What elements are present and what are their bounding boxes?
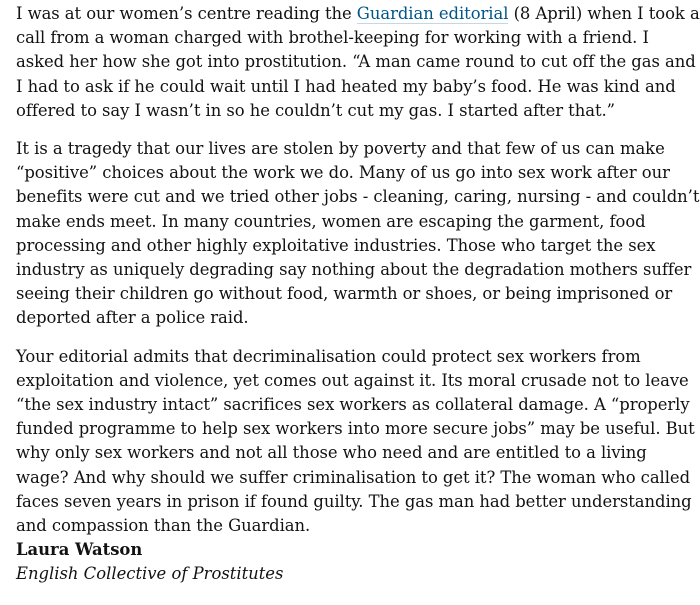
paragraph-3 <box>16 345 695 539</box>
line-text: I was at our women’s centre reading the <box>16 4 357 23</box>
signature-name: Laura Watson <box>16 540 143 560</box>
paragraph-line: deported after a police raid. <box>16 308 249 328</box>
paragraph-line: I had to ask if he could wait until I had heated my baby’s food. He was kind and <box>16 76 676 96</box>
paragraph-1 <box>16 2 700 123</box>
paragraph-line: “the sex industry intact” sacrifices sex workers as collateral damage. A “properly <box>16 395 690 415</box>
paragraph-line: processing and other highly exploitative industries. Those who target the sex <box>16 235 656 255</box>
signature-organisation: English Collective of Prostitutes <box>16 564 284 584</box>
paragraph-line: Your editorial admits that decriminalisation could protect sex workers from <box>16 346 641 366</box>
line-text: (8 April) when I took a <box>508 4 700 23</box>
paragraph-line <box>16 2 700 26</box>
paragraph-line: seeing their children go without food, warmth or shoes, or being imprisoned or <box>16 284 673 304</box>
paragraph-line: benefits were cut and we tried other jobs - cleaning, caring, nursing - and couldn’t <box>16 187 700 207</box>
guardian-editorial-link[interactable]: Guardian editorial <box>356 4 509 23</box>
paragraph-line: why only sex workers and not all those who need and are entitled to a living <box>16 443 647 463</box>
paragraph-line: industry as uniquely degrading say nothing about the degradation mothers suffer <box>16 260 692 280</box>
paragraph-line: exploitation and violence, yet comes out against it. Its moral crusade not to leave <box>16 370 689 390</box>
paragraph-2 <box>16 137 700 331</box>
paragraph-line: offered to say I wasn’t in so he couldn’t cut my gas. I started after that.” <box>16 100 615 120</box>
paragraph-line: make ends meet. In many countries, women are escaping the garment, food <box>16 211 646 231</box>
paragraph-line: and compassion than the Guardian. <box>16 516 311 536</box>
letter <box>16 2 700 587</box>
paragraph-line: funded programme to help sex workers into more secure jobs” may be useful. But <box>16 419 695 439</box>
paragraph-line: “positive” choices about the work we do. Many of us go into sex work after our <box>16 163 670 183</box>
paragraph-line: faces seven years in prison if found guilty. The gas man had better understanding <box>16 491 692 511</box>
paragraph-line: call from a woman charged with brothel-keeping for working with a friend. I <box>16 28 649 48</box>
paragraph-line: It is a tragedy that our lives are stolen by poverty and that few of us can make <box>16 139 665 159</box>
paragraph-line: wage? And why should we suffer criminalisation to get it? The woman who called <box>16 467 691 487</box>
paragraph-line: asked her how she got into prostitution. “A man came round to cut off the gas and <box>16 52 696 72</box>
